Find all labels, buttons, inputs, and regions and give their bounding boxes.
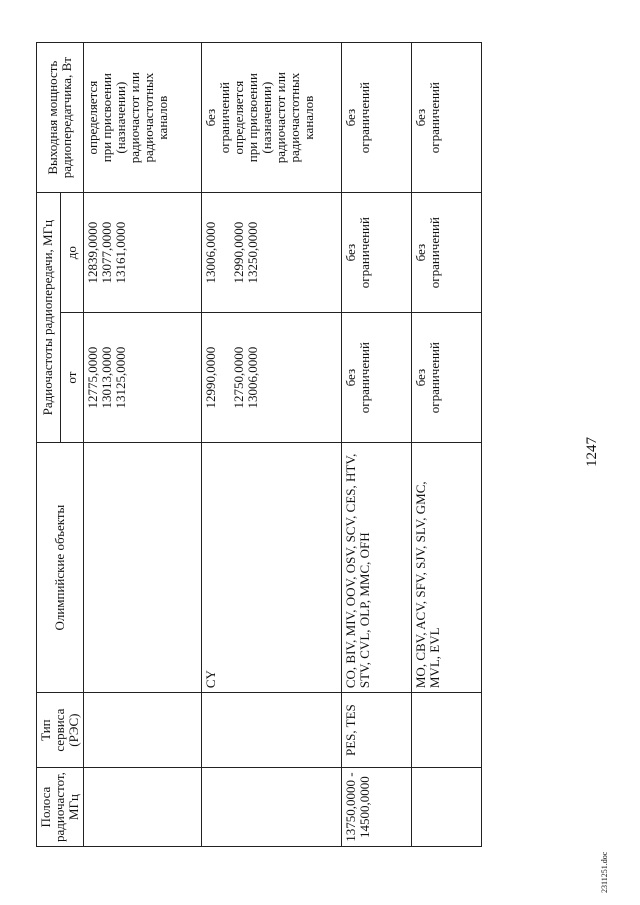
document-footer: 2311251.doc <box>600 851 609 893</box>
service-cell <box>84 693 202 768</box>
freq-value: 12750,0000 <box>231 346 246 409</box>
freq-to-cell <box>412 193 482 313</box>
table-row <box>202 43 342 847</box>
freq-value: ограничений <box>427 217 442 289</box>
power-line: без <box>343 108 358 127</box>
power-line: при присвоении <box>99 73 114 163</box>
freq-value: 12990,0000 <box>203 346 218 409</box>
power-line: ограничений <box>357 82 372 154</box>
header-power: Выходная мощность радиопередатчика, Вт <box>37 43 84 193</box>
freq-value: 13006,0000 <box>203 221 218 284</box>
freq-value: без <box>343 243 358 262</box>
power-line: радиочастотных <box>141 72 156 163</box>
freq-from-cell <box>412 313 482 443</box>
spacer <box>218 317 232 438</box>
freq-value: ограничений <box>357 217 372 289</box>
power-line: без <box>413 108 428 127</box>
table-row <box>342 43 412 847</box>
power-cell <box>202 43 342 193</box>
power-line: каналов <box>301 95 316 140</box>
power-line: радиочастот или <box>127 72 142 164</box>
freq-value: 13161,0000 <box>113 221 128 284</box>
header-freq-from: от <box>60 313 84 443</box>
freq-from-cell <box>84 313 202 443</box>
freq-to-cell <box>84 193 202 313</box>
freq-value: ограничений <box>427 342 442 414</box>
power-line: радиочастотных <box>287 72 302 163</box>
power-line: без <box>203 108 218 127</box>
power-cell <box>342 43 412 193</box>
freq-value: 12775,0000 <box>85 346 100 409</box>
table-row <box>412 43 482 847</box>
service-cell <box>412 693 482 768</box>
freq-value: 12990,0000 <box>231 221 246 284</box>
power-line: определяется <box>85 80 100 155</box>
header-row <box>37 43 61 847</box>
freq-value: 13125,0000 <box>113 346 128 409</box>
table-row <box>84 43 202 847</box>
freq-value: 13006,0000 <box>245 346 260 409</box>
power-line: определяется <box>231 80 246 155</box>
header-freq-to: до <box>60 193 84 313</box>
power-cell <box>84 43 202 193</box>
freq-from-cell <box>342 313 412 443</box>
freq-value: 12839,0000 <box>85 221 100 284</box>
freq-value: без <box>343 368 358 387</box>
service-cell: PES, TES <box>342 693 412 768</box>
power-line: ограничений <box>427 82 442 154</box>
header-frequencies: Радиочастоты радиопередачи, МГц <box>37 193 61 443</box>
power-cell <box>412 43 482 193</box>
band-cell <box>84 768 202 847</box>
freq-to-cell <box>202 193 342 313</box>
freq-value: 13013,0000 <box>99 346 114 409</box>
frequency-table <box>36 42 482 847</box>
power-line: ограничений <box>217 82 232 154</box>
page-number: 1247 <box>584 437 600 467</box>
power-line: при присвоении <box>245 73 260 163</box>
service-cell <box>202 693 342 768</box>
freq-value: 13077,0000 <box>99 221 114 284</box>
band-cell <box>412 768 482 847</box>
objects-cell: CO, BIV, MIV, OOV, OSV, SCV, CES, HTV, STV, CVL, OLP, MMC, OFH <box>342 443 412 693</box>
power-line: каналов <box>155 95 170 140</box>
power-line: радиочастот или <box>273 72 288 164</box>
objects-cell: MO, CBV, ACV, SFV, SJV, SLV, GMC, MVL, EVL <box>412 443 482 693</box>
header-objects: Олимпийские объекты <box>37 443 84 693</box>
spacer <box>218 197 232 308</box>
header-service: Тип сервиса (РЭС) <box>37 693 84 768</box>
power-line: (назначении) <box>113 81 128 154</box>
band-cell <box>202 768 342 847</box>
power-line: (назначении) <box>259 81 274 154</box>
freq-from-cell <box>202 313 342 443</box>
freq-to-cell <box>342 193 412 313</box>
freq-value: 13250,0000 <box>245 221 260 284</box>
objects-cell <box>84 443 202 693</box>
freq-value: без <box>413 243 428 262</box>
header-band: Полоса радиочастот, МГц <box>37 768 84 847</box>
freq-value: без <box>413 368 428 387</box>
freq-value: ограничений <box>357 342 372 414</box>
objects-cell: CY <box>202 443 342 693</box>
band-cell: 13750,0000 - 14500,0000 <box>342 768 412 847</box>
